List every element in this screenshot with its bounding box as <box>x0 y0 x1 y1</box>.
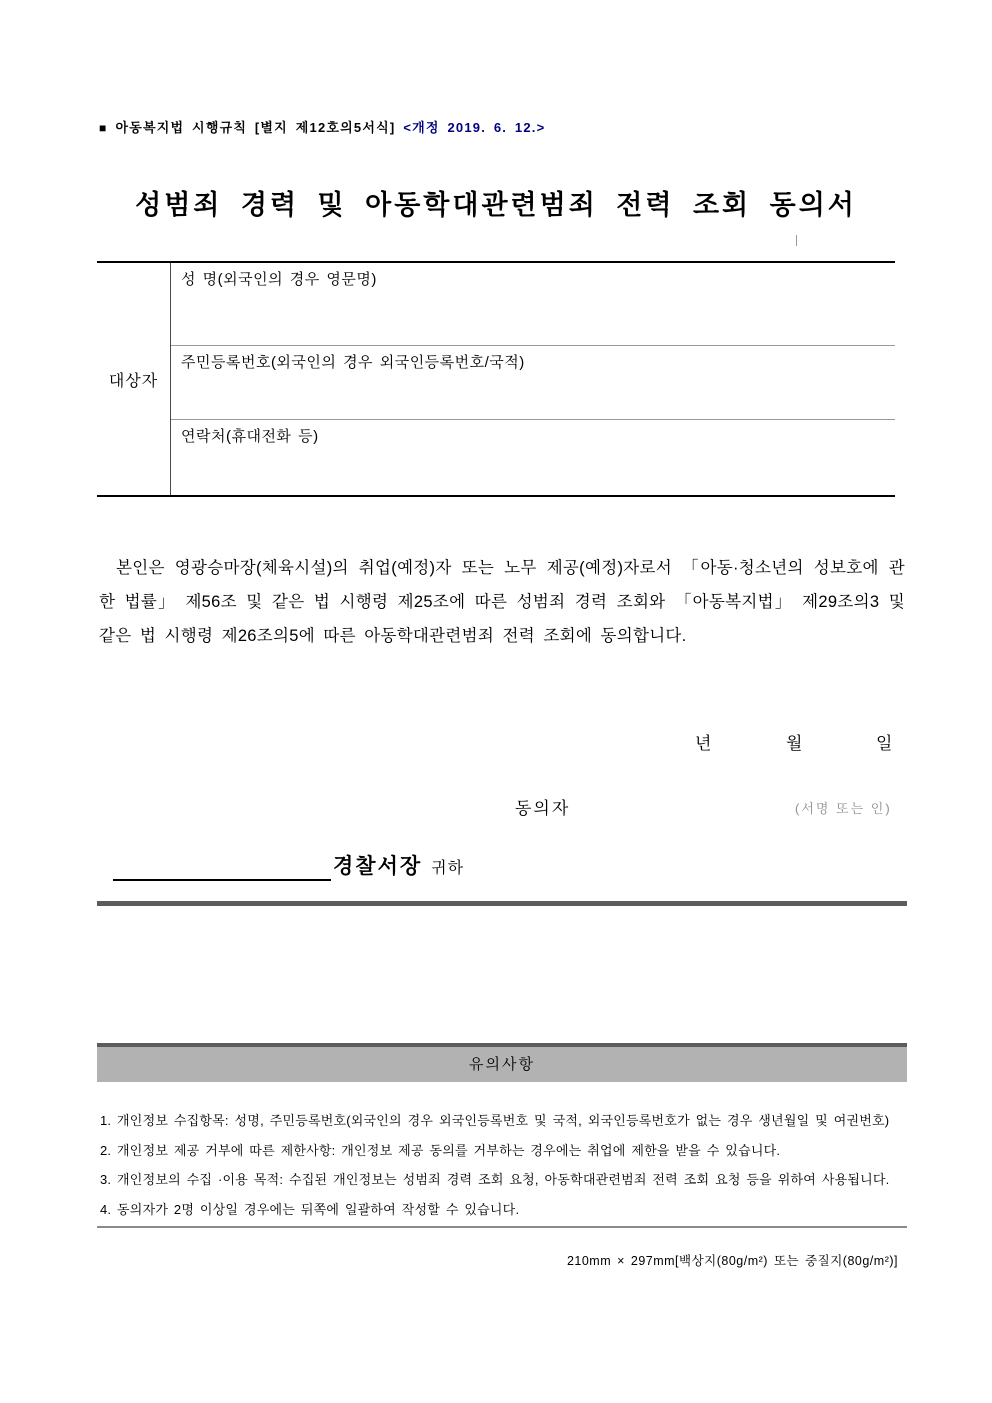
square-bullet-icon: ■ <box>99 121 108 135</box>
day-field[interactable] <box>826 727 870 751</box>
notice-item-3: 3. 개인정보의 수집 ·이용 목적: 수집된 개인정보는 성범죄 경력 조회 요청, 아동학대관련범죄 전력 조회 요청 등을 위하여 사용됩니다. <box>100 1172 890 1187</box>
name-field[interactable] <box>181 289 885 340</box>
contact-field[interactable] <box>181 446 885 490</box>
law-reference-text: 아동복지법 시행규칙 [별지 제12호의5서식] <box>115 120 396 135</box>
notice-item-4: 4. 동의자가 2명 이상일 경우에는 뒤쪽에 일괄하여 작성할 수 있습니다. <box>100 1201 520 1217</box>
table-row-header-subject: 대상자 <box>97 263 171 495</box>
day-unit-label: 일 <box>876 734 893 753</box>
table-row-contact <box>171 419 895 495</box>
notice-item-2: 2. 개인정보 제공 거부에 따른 제한사항: 개인정보 제공 동의를 거부하는 경우에는 취업에 제한을 받을 수 있습니다. <box>100 1142 781 1158</box>
police-station-field[interactable] <box>113 851 331 881</box>
notices-list <box>100 1106 912 1224</box>
page-title: 성범죄 경력 및 아동학대관련범죄 전력 조회 동의서 <box>135 190 857 220</box>
table-right-edge-tick <box>796 235 797 246</box>
notices-bottom-rule <box>97 1226 907 1228</box>
table-row-resident-number <box>171 345 895 419</box>
table-field-column <box>171 263 895 495</box>
contact-field-label: 연락처(휴대전화 등) <box>181 428 319 445</box>
table-row-name <box>171 263 895 345</box>
notice-item-1: 1. 개인정보 수집항목: 성명, 주민등록번호(외국인의 경우 외국인등록번호 및 국적, 외국인등록번호가 없는 경우 생년월일 및 여권번호) <box>100 1113 890 1128</box>
police-chief-title: 경찰서장 <box>333 854 423 878</box>
consent-statement: 본인은 영광승마장(체육시설)의 취업(예정)자 또는 노무 제공(예정)자로서 「아동·청소년의 성보호에 관한 법률」 제56조 및 같은 법 시행령 제25조에 따른 성범죄 경력 조회와 「아동복지법」 제29조의3 및 같은 법 시행령 제26조의5에 따른 아동학대관련범죄 전력 조회에 동의합니다. <box>99 559 905 645</box>
addressee-line <box>113 851 464 881</box>
addressee-suffix: 귀하 <box>431 860 465 877</box>
section-divider <box>97 901 907 906</box>
year-field[interactable] <box>622 727 688 751</box>
notices-header-bar: 유의사항 <box>97 1043 907 1082</box>
name-field-label: 성 명(외국인의 경우 영문명) <box>181 271 377 288</box>
month-field[interactable] <box>728 727 780 751</box>
month-unit-label: 월 <box>786 734 803 753</box>
signature-or-seal-hint: (서명 또는 인) <box>795 801 892 816</box>
revision-date-text: <개정 2019. 6. 12.> <box>403 120 546 135</box>
resident-number-field-label: 주민등록번호(외국인의 경우 외국인등록번호/국적) <box>181 354 525 371</box>
signer-signature-field[interactable] <box>578 790 786 816</box>
signer-label: 동의자 <box>515 799 571 818</box>
resident-number-field[interactable] <box>181 372 885 414</box>
subject-info-table <box>97 261 895 497</box>
form-reference-line <box>99 117 545 136</box>
year-unit-label: 년 <box>695 734 712 753</box>
paper-spec-footer: 210mm × 297mm[백상지(80g/m²) 또는 중질지(80g/m²)] <box>566 1254 898 1268</box>
